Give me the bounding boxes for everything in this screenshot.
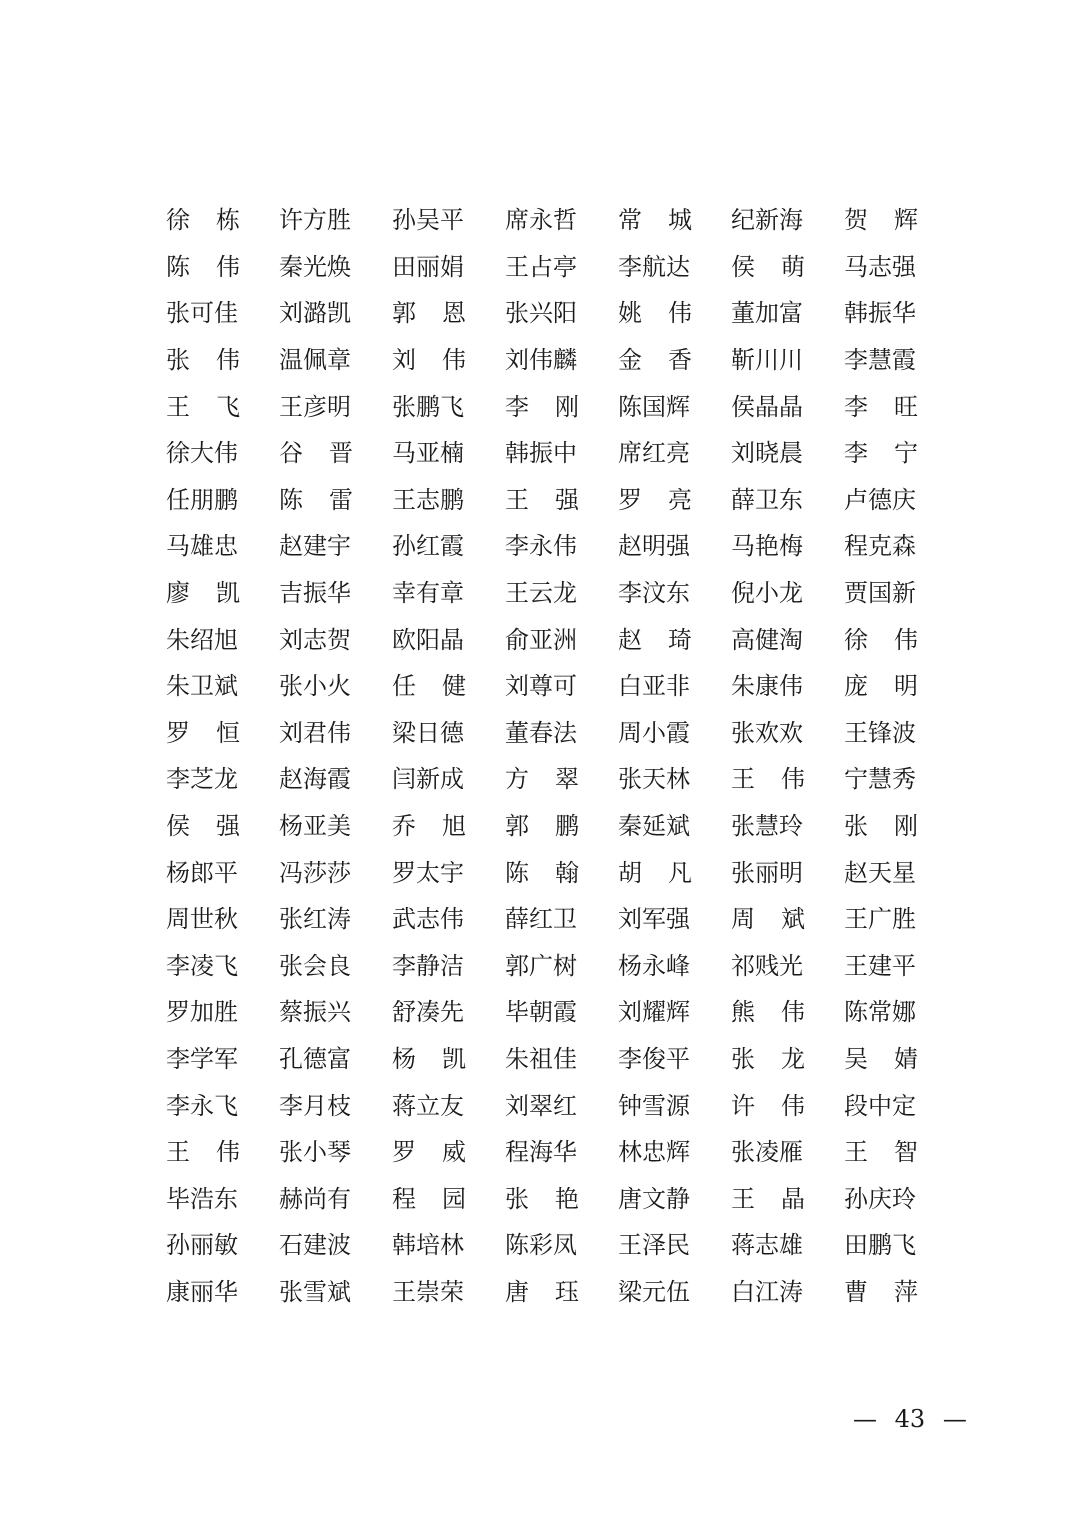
person-name: 林忠辉: [618, 1138, 690, 1167]
name-row: [166, 197, 926, 244]
name-row: [166, 710, 926, 757]
person-name: 赵 琦: [618, 625, 692, 654]
name-row: [166, 477, 926, 524]
person-name: 杨郎平: [166, 858, 238, 887]
person-name: 胡 凡: [618, 858, 692, 887]
name-row: [166, 1036, 926, 1083]
person-name: 李静洁: [392, 951, 464, 980]
person-name: 孙吴平: [392, 206, 464, 235]
person-name: 徐 栋: [166, 206, 240, 235]
person-name: 陈 翰: [505, 858, 579, 887]
person-name: 薛卫东: [731, 485, 803, 514]
person-name: 薛红卫: [505, 905, 577, 934]
person-name: 白江涛: [731, 1277, 803, 1306]
person-name: 刘翠红: [505, 1091, 577, 1120]
person-name: 李 宁: [844, 439, 918, 468]
person-name: 李永伟: [505, 532, 577, 561]
name-row: [166, 1129, 926, 1176]
person-name: 张凌雁: [731, 1138, 803, 1167]
person-name: 许 伟: [731, 1091, 805, 1120]
person-name: 陈常娜: [844, 998, 916, 1027]
person-name: 王 伟: [731, 765, 805, 794]
person-name: 马亚楠: [392, 439, 464, 468]
person-name: 张会良: [279, 951, 351, 980]
person-name: 张丽明: [731, 858, 803, 887]
person-name: 高健淘: [731, 625, 803, 654]
person-name: 李慧霞: [844, 346, 916, 375]
person-name: 张红涛: [279, 905, 351, 934]
person-name: 卢德庆: [844, 485, 916, 514]
person-name: 田鹏飞: [844, 1231, 916, 1260]
person-name: 梁日德: [392, 718, 464, 747]
person-name: 王 晶: [731, 1184, 805, 1213]
person-name: 冯莎莎: [279, 858, 351, 887]
person-name: 田丽娟: [392, 252, 464, 281]
person-name: 罗 亮: [618, 485, 692, 514]
name-row: [166, 244, 926, 291]
person-name: 刘志贺: [279, 625, 351, 654]
person-name: 孙丽敏: [166, 1231, 238, 1260]
person-name: 秦延斌: [618, 812, 690, 841]
person-name: 杨永峰: [618, 951, 690, 980]
person-name: 杨亚美: [279, 812, 351, 841]
person-name: 李凌飞: [166, 951, 238, 980]
person-name: 程 园: [392, 1184, 466, 1213]
person-name: 姚 伟: [618, 299, 692, 328]
name-row: [166, 1175, 926, 1222]
person-name: 刘耀辉: [618, 998, 690, 1027]
page-number-dash-right: —: [942, 1405, 967, 1433]
person-name: 唐文静: [618, 1184, 690, 1213]
person-name: 张 龙: [731, 1044, 805, 1073]
person-name: 程克森: [844, 532, 916, 561]
person-name: 刘潞凯: [279, 299, 351, 328]
person-name: 庞 明: [844, 672, 918, 701]
person-name: 陈 伟: [166, 252, 240, 281]
person-name: 赵明强: [618, 532, 690, 561]
person-name: 韩培林: [392, 1231, 464, 1260]
person-name: 李学军: [166, 1044, 238, 1073]
person-name: 陈彩凤: [505, 1231, 577, 1260]
name-row: [166, 616, 926, 663]
person-name: 毕朝霞: [505, 998, 577, 1027]
person-name: 郭广树: [505, 951, 577, 980]
person-name: 张天林: [618, 765, 690, 794]
person-name: 唐 珏: [505, 1277, 579, 1306]
person-name: 温佩章: [279, 346, 351, 375]
name-row: [166, 1269, 926, 1316]
person-name: 韩振中: [505, 439, 577, 468]
person-name: 纪新海: [731, 206, 803, 235]
person-name: 李芝龙: [166, 765, 238, 794]
person-name: 秦光焕: [279, 252, 351, 281]
person-name: 朱绍旭: [166, 625, 238, 654]
person-name: 舒凑先: [392, 998, 464, 1027]
person-name: 张兴阳: [505, 299, 577, 328]
person-name: 李航达: [618, 252, 690, 281]
person-name: 周 斌: [731, 905, 805, 934]
name-row: [166, 523, 926, 570]
person-name: 张 艳: [505, 1184, 579, 1213]
person-name: 徐 伟: [844, 625, 918, 654]
person-name: 乔 旭: [392, 812, 466, 841]
person-name: 王锋波: [844, 718, 916, 747]
name-row: [166, 290, 926, 337]
person-name: 赫尚有: [279, 1184, 351, 1213]
person-name: 李俊平: [618, 1044, 690, 1073]
person-name: 康丽华: [166, 1277, 238, 1306]
person-name: 王崇荣: [392, 1277, 464, 1306]
name-row: [166, 1082, 926, 1129]
person-name: 刘伟麟: [505, 346, 577, 375]
name-row: [166, 430, 926, 477]
person-name: 任朋鹏: [166, 485, 238, 514]
person-name: 白亚非: [618, 672, 690, 701]
person-name: 李 旺: [844, 392, 918, 421]
person-name: 闫新成: [392, 765, 464, 794]
person-name: 王 强: [505, 485, 579, 514]
person-name: 曹 萍: [844, 1277, 918, 1306]
person-name: 张小火: [279, 672, 351, 701]
person-name: 张欢欢: [731, 718, 803, 747]
person-name: 李永飞: [166, 1091, 238, 1120]
person-name: 侯 萌: [731, 252, 805, 281]
person-name: 马雄忠: [166, 532, 238, 561]
person-name: 张慧玲: [731, 812, 803, 841]
person-name: 罗 恒: [166, 718, 240, 747]
person-name: 吴 婧: [844, 1044, 918, 1073]
person-name: 刘晓晨: [731, 439, 803, 468]
person-name: 赵天星: [844, 858, 916, 887]
name-row: [166, 570, 926, 617]
person-name: 朱卫斌: [166, 672, 238, 701]
person-name: 罗加胜: [166, 998, 238, 1027]
person-name: 王志鹏: [392, 485, 464, 514]
page-number: 43: [894, 1405, 926, 1433]
person-name: 郭 鹏: [505, 812, 579, 841]
person-name: 贺 辉: [844, 206, 918, 235]
person-name: 靳川川: [731, 346, 803, 375]
person-name: 李 刚: [505, 392, 579, 421]
person-name: 张可佳: [166, 299, 238, 328]
person-name: 钟雪源: [618, 1091, 690, 1120]
person-name: 董春法: [505, 718, 577, 747]
person-name: 石建波: [279, 1231, 351, 1260]
person-name: 倪小龙: [731, 579, 803, 608]
person-name: 廖 凯: [166, 579, 240, 608]
person-name: 祁贱光: [731, 951, 803, 980]
person-name: 张雪斌: [279, 1277, 351, 1306]
name-row: [166, 896, 926, 943]
person-name: 王占亭: [505, 252, 577, 281]
person-name: 赵建宇: [279, 532, 351, 561]
name-row: [166, 989, 926, 1036]
person-name: 吉振华: [279, 579, 351, 608]
person-name: 刘军强: [618, 905, 690, 934]
person-name: 席永哲: [505, 206, 577, 235]
person-name: 蒋志雄: [731, 1231, 803, 1260]
name-row: [166, 1222, 926, 1269]
person-name: 孙红霞: [392, 532, 464, 561]
person-name: 刘君伟: [279, 718, 351, 747]
person-name: 梁元伍: [618, 1277, 690, 1306]
person-name: 朱祖佳: [505, 1044, 577, 1073]
page-number-footer: [843, 1404, 977, 1434]
person-name: 金 香: [618, 346, 692, 375]
person-name: 董加富: [731, 299, 803, 328]
person-name: 张 伟: [166, 346, 240, 375]
page-number-dash-left: —: [853, 1405, 877, 1433]
name-row: [166, 756, 926, 803]
person-name: 王 伟: [166, 1138, 240, 1167]
person-name: 罗 威: [392, 1138, 466, 1167]
name-row: [166, 337, 926, 384]
person-name: 罗太宇: [392, 858, 464, 887]
person-name: 马艳梅: [731, 532, 803, 561]
person-name: 方 翠: [505, 765, 579, 794]
person-name: 王泽民: [618, 1231, 690, 1260]
person-name: 刘 伟: [392, 346, 466, 375]
person-name: 俞亚洲: [505, 625, 577, 654]
name-row: [166, 849, 926, 896]
person-name: 谷 晋: [279, 439, 353, 468]
person-name: 赵海霞: [279, 765, 351, 794]
person-name: 任 健: [392, 672, 466, 701]
person-name: 王彦明: [279, 392, 351, 421]
person-name: 许方胜: [279, 206, 351, 235]
person-name: 幸有章: [392, 579, 464, 608]
person-name: 李汶东: [618, 579, 690, 608]
person-name: 郭 恩: [392, 299, 466, 328]
person-name: 侯 强: [166, 812, 240, 841]
person-name: 席红亮: [618, 439, 690, 468]
person-name: 孔德富: [279, 1044, 351, 1073]
person-name: 周世秋: [166, 905, 238, 934]
person-name: 周小霞: [618, 718, 690, 747]
person-name: 王 智: [844, 1138, 918, 1167]
person-name: 陈国辉: [618, 392, 690, 421]
person-name: 张 刚: [844, 812, 918, 841]
person-name: 马志强: [844, 252, 916, 281]
name-row: [166, 803, 926, 850]
person-name: 宁慧秀: [844, 765, 916, 794]
person-name: 杨 凯: [392, 1044, 466, 1073]
name-row: [166, 383, 926, 430]
person-name: 贾国新: [844, 579, 916, 608]
person-name: 王云龙: [505, 579, 577, 608]
person-name: 陈 雷: [279, 485, 353, 514]
person-name: 朱康伟: [731, 672, 803, 701]
person-name: 孙庆玲: [844, 1184, 916, 1213]
person-name: 侯晶晶: [731, 392, 803, 421]
person-name: 程海华: [505, 1138, 577, 1167]
person-name: 王 飞: [166, 392, 240, 421]
person-name: 王建平: [844, 951, 916, 980]
name-row: [166, 663, 926, 710]
person-name: 王广胜: [844, 905, 916, 934]
person-name: 常 城: [618, 206, 692, 235]
name-row: [166, 943, 926, 990]
person-name: 武志伟: [392, 905, 464, 934]
person-name: 段中定: [844, 1091, 916, 1120]
person-name: 韩振华: [844, 299, 916, 328]
name-list-grid: [166, 197, 926, 1315]
person-name: 张鹏飞: [392, 392, 464, 421]
person-name: 李月枝: [279, 1091, 351, 1120]
person-name: 张小琴: [279, 1138, 351, 1167]
person-name: 欧阳晶: [392, 625, 464, 654]
person-name: 蔡振兴: [279, 998, 351, 1027]
person-name: 毕浩东: [166, 1184, 238, 1213]
person-name: 刘尊可: [505, 672, 577, 701]
person-name: 蒋立友: [392, 1091, 464, 1120]
person-name: 熊 伟: [731, 998, 805, 1027]
person-name: 徐大伟: [166, 439, 238, 468]
